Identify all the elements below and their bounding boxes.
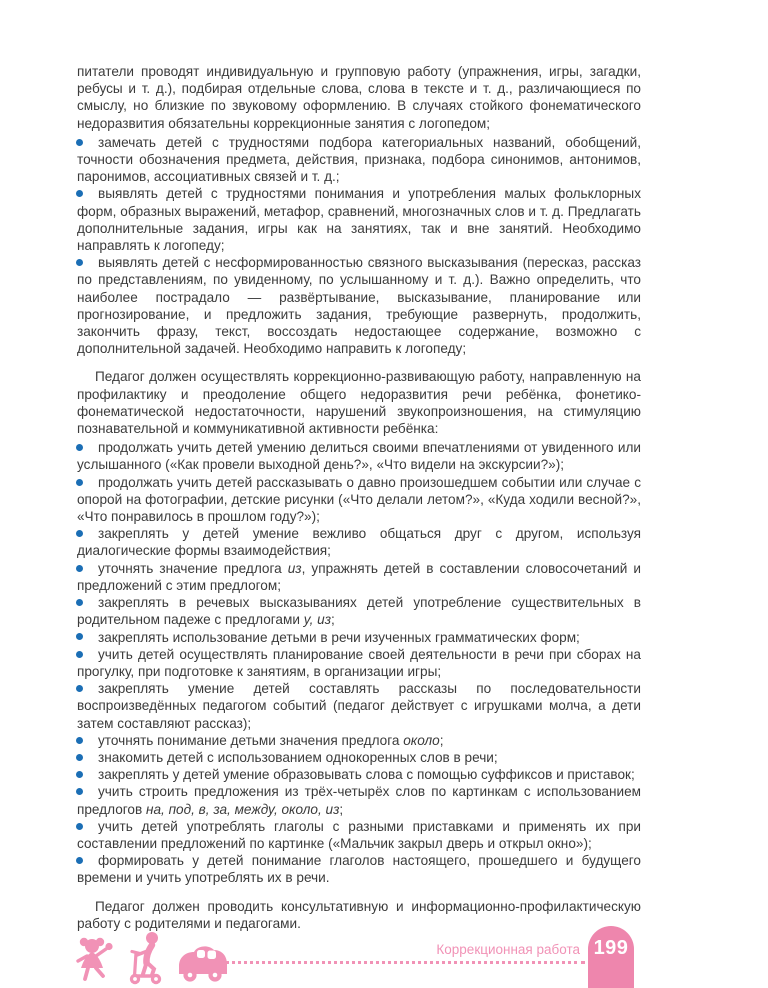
bullet-item (77, 474, 641, 526)
bullet-dot-icon (76, 737, 83, 744)
bullet-dot-icon (76, 139, 83, 146)
bullet-dot-icon (76, 259, 83, 266)
bullet-dot-icon (76, 685, 83, 692)
bullet-item (77, 818, 641, 852)
bullet-item-text: закреплять в речевых высказываниях детей употребление существительных в родительном падеже с предлогами у, из; (77, 595, 641, 628)
bullet-dot-icon (76, 599, 83, 606)
bullet-dot-icon (76, 754, 83, 761)
bullet-item (77, 629, 641, 646)
bullet-item-text: закреплять у детей умение образовывать слова с помощью суффиксов и приставок; (98, 767, 635, 783)
bullet-dot-icon (76, 633, 83, 640)
bullet-item-text: уточнять понимание детьми значения предлога около; (98, 732, 444, 748)
bullet-dot-icon (76, 530, 83, 537)
bullet-item (77, 680, 641, 732)
bullet-list-tasks (77, 439, 641, 886)
section-paragraph: Педагог должен осуществлять коррекционно-развивающую работу, направленную на профилактику и преодоление общего недоразвития речи ребёнка, фонетико-фонематической недостаточности, нарушений звукопроизношения, на стимуляцию познавательной и коммуникативной активности ребёнка: (77, 369, 641, 437)
bullet-item (77, 525, 641, 559)
bullet-item (77, 766, 641, 783)
bullet-item-text: учить детей употреблять глаголы с разными приставками и применять их при составлении предложений по картинке («Мальчик закрыл дверь и открыл окно»); (77, 818, 641, 851)
bullet-item-text: выявлять детей с трудностями понимания и употребления малых фольклорных форм, образных выражений, метафор, сравнений, многозначных слов и т. д. Предлагать дополнительные задания, игры как на занятиях, так и вне занятий. Необходимо направлять к логопеду; (77, 186, 641, 254)
bullet-item-text: учить детей осуществлять планирование своей деятельности в речи при сборах на прогулку, при подготовке к занятиям, в организации игры; (77, 646, 641, 679)
bullet-dot-icon (76, 565, 83, 572)
bullet-dot-icon (76, 190, 83, 197)
page-number: 199 (593, 937, 629, 959)
footer-section-label: Коррекционная работа (436, 942, 580, 957)
bullet-item-text: продолжать учить детей умению делиться своими впечатлениями от увиденного или услышанного («Как провели выходной день?», «Что видели на экскурсии?»); (77, 440, 641, 473)
bullet-item-text: закреплять умение детей составлять рассказы по последовательности воспроизведённых педагогом событий (педагог действует с игрушками молча, а дети затем составляют рассказ); (77, 681, 641, 731)
bullet-dot-icon (76, 771, 83, 778)
bullet-dot-icon (76, 444, 83, 451)
bullet-item (77, 749, 641, 766)
bullet-dot-icon (76, 823, 83, 830)
bullet-item-text: уточнять значение предлога из, упражнять детей в составлении словосочетаний и предложений с этим предлогом; (77, 560, 641, 593)
bullet-dot-icon (76, 857, 83, 864)
bullet-item (77, 185, 641, 254)
bullet-item (77, 732, 641, 749)
page-number-badge (588, 926, 634, 988)
closing-paragraph: Педагог должен проводить консультативную и информационно-профилактическую работу с родителями и педагогами. (77, 898, 641, 931)
page-content (77, 63, 641, 932)
footer-icons (70, 929, 230, 985)
bullet-item (77, 254, 641, 357)
bullet-item (77, 852, 641, 886)
bullet-item-text: закреплять использование детьми в речи изученных грамматических форм; (98, 629, 580, 645)
bullet-item (77, 646, 641, 680)
bullet-list-top (77, 134, 641, 358)
bullet-item (77, 439, 641, 473)
bullet-dot-icon (76, 651, 83, 658)
bullet-item (77, 560, 641, 594)
bullet-item-text: замечать детей с трудностями подбора категориальных названий, обобщений, точности обозначения предмета, действия, признака, подбора синонимов, антонимов, паронимов, ассоциативных связей и т. д.; (77, 134, 641, 185)
bullet-item (77, 134, 641, 186)
fairy-icon (70, 933, 116, 985)
bullet-item (77, 594, 641, 628)
bullet-item (77, 783, 641, 817)
bullet-dot-icon (76, 479, 83, 486)
paragraph-continuation: питатели проводят индивидуальную и групповую работу (упражнения, игры, загадки, ребусы и т. д.), подбирая отдельные слова, слова в тексте и т. д., различающиеся по смыслу, но близкие по звуковому оформлению. В случаях стойкого фонематического недоразвития обязательны коррекционные занятия с логопедом; (77, 64, 641, 131)
bullet-item-text: формировать у детей понимание глаголов настоящего, прошедшего и будущего времени и учить употреблять их в речи. (77, 853, 641, 886)
bullet-dot-icon (76, 788, 83, 795)
scooter-icon (123, 929, 169, 985)
bullet-item-text: выявлять детей с несформированностью связного высказывания (пересказ, рассказ по представлениям, по увиденному, по услышанному и т. д.). Важно определить, что наиболее пострадало — развёртывание, высказывание, планирование или прогнозирование, и предложить задания, требующие развернуть, продолжить, закончить фразу, текст, воссоздать недостающее содержание, возможно с дополнительной задачей. Необходимо направить к логопеду; (77, 255, 641, 357)
bullet-item-text: знакомить детей с использованием однокоренных слов в речи; (98, 749, 498, 765)
bullet-item-text: продолжать учить детей рассказывать о давно произошедшем событии или случае с опорой на фотографии, детские рисунки («Что делали летом?», «Куда ходили весной?», «Что понравилось в прошлом году?»); (77, 474, 641, 525)
bullet-item-text: учить строить предложения из трёх-четырёх слов по картинкам с использованием предлогов на, под, в, за, между, около, из; (77, 784, 641, 817)
bullet-item-text: закреплять у детей умение вежливо общаться друг с другом, используя диалогические формы взаимодействия; (77, 526, 641, 559)
